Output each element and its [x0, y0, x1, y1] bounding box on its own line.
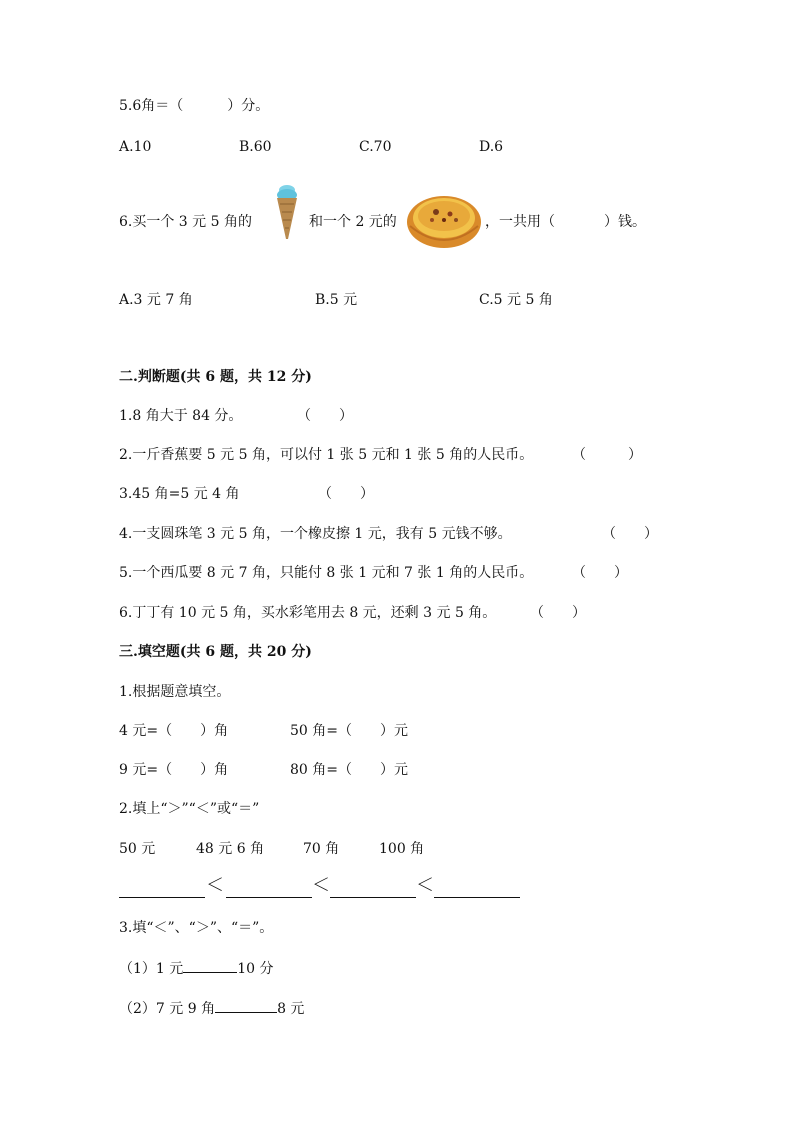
judge-item-5-text: 5.一个西瓜要 8 元 7 角，只能付 8 张 1 元和 7 张 1 角的人民币。 — [119, 565, 534, 581]
judge-item-1-text: 1.8 角大于 84 分。 — [119, 408, 243, 424]
fill-q3-item-2 — [119, 998, 304, 1019]
q5-suffix: ）分。 — [227, 98, 270, 114]
fill-q2-lt-sign-3: ＜ — [416, 875, 434, 896]
fill-q1-title: 1.根据题意填空。 — [119, 684, 231, 700]
judge-item-3-text: 3.45 角=5 元 4 角 — [119, 486, 240, 502]
fill-q1-row1-right[interactable]: 50 角=（ ）元 — [290, 723, 408, 739]
fill-q2-lt-sign-2: ＜ — [312, 875, 330, 896]
q6-option-b[interactable]: B.5 元 — [315, 292, 358, 308]
q6-option-c[interactable]: C.5 元 5 角 — [479, 292, 553, 308]
fill-q3-item-2-left: （2）7 元 9 角 — [119, 1001, 216, 1017]
fill-q2-lt-sign-1: ＜ — [206, 875, 224, 896]
q6-part4: ）钱。 — [604, 214, 646, 230]
fill-q2-blank-2[interactable] — [226, 881, 312, 898]
q5-stem — [119, 96, 269, 116]
fill-q3-item-2-blank[interactable] — [215, 998, 277, 1013]
q6-part2: 和一个 2 元的 — [309, 214, 397, 230]
judge-item-4-text: 4.一支圆珠笔 3 元 5 角，一个橡皮擦 1 元，我有 5 元钱不够。 — [119, 526, 512, 542]
judge-item-6-text: 6.丁丁有 10 元 5 角，买水彩笔用去 8 元，还剩 3 元 5 角。 — [119, 605, 497, 621]
q6-part1: 6.买一个 3 元 5 角的 — [119, 214, 252, 230]
q5-option-a[interactable]: A.10 — [119, 139, 152, 155]
judge-item-1-paren[interactable]: （ ） — [297, 408, 353, 424]
section2-title: 二.判断题(共 6 题，共 12 分) — [119, 369, 312, 385]
fill-q2-blank-4[interactable] — [434, 881, 520, 898]
egg-tart-image — [406, 188, 482, 250]
judge-item-5-paren[interactable]: （ ） — [572, 565, 628, 581]
fill-q2-value-4: 100 角 — [379, 841, 425, 857]
fill-q3-item-1-blank[interactable] — [183, 958, 237, 973]
fill-q3-item-2-right: 8 元 — [277, 1001, 305, 1017]
fill-q3-item-1 — [119, 958, 274, 979]
fill-q3-item-1-left: （1）1 元 — [119, 961, 184, 977]
q5-prefix: 5.6角＝（ — [119, 98, 184, 114]
judge-item-4-paren[interactable]: （ ） — [602, 526, 658, 542]
q5-option-b[interactable]: B.60 — [239, 139, 272, 155]
judge-item-3-paren[interactable]: （ ） — [318, 486, 374, 502]
judge-item-2-paren[interactable]: （ ） — [572, 447, 642, 463]
q6-option-a[interactable]: A.3 元 7 角 — [119, 292, 193, 308]
fill-q2-blank-3[interactable] — [330, 881, 416, 898]
fill-q2-value-2: 48 元 6 角 — [196, 841, 265, 857]
ice-cream-cone-image — [275, 182, 299, 240]
judge-item-2-text: 2.一斤香蕉要 5 元 5 角，可以付 1 张 5 元和 1 张 5 角的人民币。 — [119, 447, 534, 463]
fill-q1-row2-left[interactable]: 9 元=（ ）角 — [119, 762, 229, 778]
q6-part3: ，一共用（ — [485, 214, 555, 230]
fill-q3-title: 3.填“＜”、“＞”、“＝”。 — [119, 920, 274, 936]
q5-option-d[interactable]: D.6 — [479, 139, 504, 155]
fill-q2-value-1: 50 元 — [119, 841, 156, 857]
fill-q1-row1-left[interactable]: 4 元=（ ）角 — [119, 723, 229, 739]
q5-option-c[interactable]: C.70 — [359, 139, 392, 155]
fill-q2-blank-1[interactable] — [119, 881, 205, 898]
section3-title: 三.填空题(共 6 题，共 20 分) — [119, 644, 312, 660]
fill-q2-value-3: 70 角 — [303, 841, 340, 857]
fill-q2-title: 2.填上“＞”“＜”或“＝” — [119, 801, 260, 817]
fill-q3-item-1-right: 10 分 — [237, 961, 274, 977]
judge-item-6-paren[interactable]: （ ） — [530, 605, 586, 621]
fill-q1-row2-right[interactable]: 80 角=（ ）元 — [290, 762, 408, 778]
